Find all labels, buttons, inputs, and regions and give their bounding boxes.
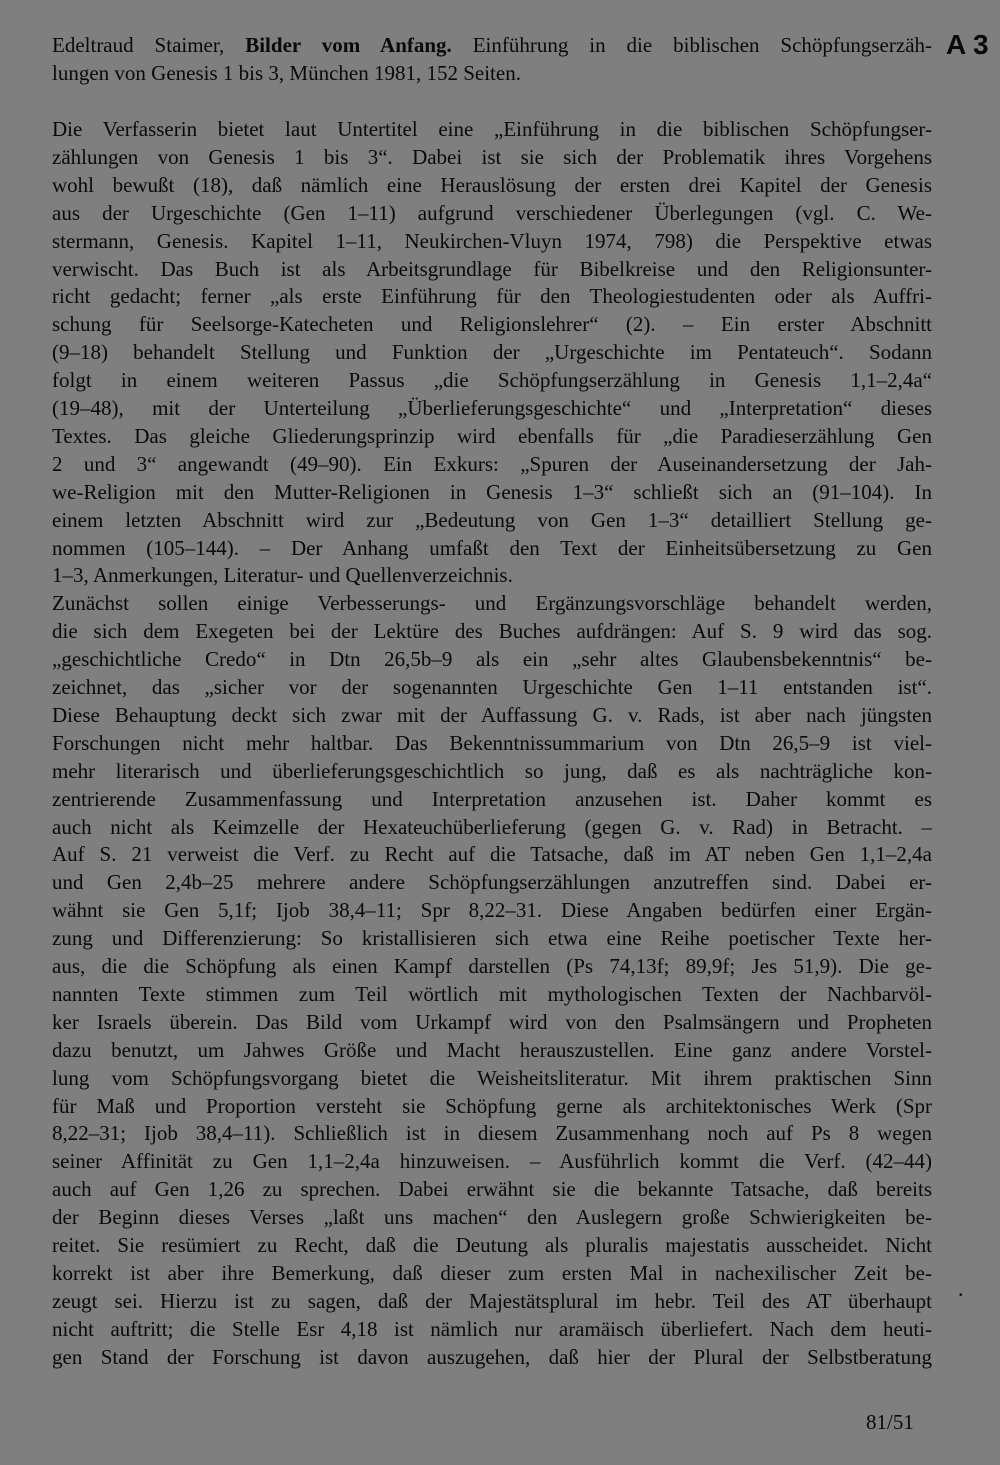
- text-line: (9–18) behandelt Stellung und Funktion der „Urgeschichte im Pentateuch“. Sodann: [52, 340, 932, 364]
- text-line: ker Israels überein. Das Bild vom Urkampf wird von den Psalmsängern und Propheten: [52, 1010, 932, 1034]
- text-line: mehr literarisch und überlieferungsgeschichtlich so jung, daß es als nachträgliche kon-: [52, 759, 932, 783]
- text-line: gen Stand der Forschung ist davon auszugehen, daß hier der Plural der Selbstberatung: [52, 1345, 932, 1369]
- text-line: nannten Texte stimmen zum Teil wörtlich mit mythologischen Texten der Nachbarvöl-: [52, 982, 932, 1006]
- text-line: wohl bewußt (18), daß nämlich eine Herauslösung der ersten drei Kapitel der Genesis: [52, 173, 932, 197]
- text-line: verwischt. Das Buch ist als Arbeitsgrundlage für Bibelkreise und den Religionsunter-: [52, 257, 932, 281]
- text-line: zentrierende Zusammenfassung und Interpretation anzusehen ist. Daher kommt es: [52, 787, 932, 811]
- text-line: zung und Differenzierung: So kristallisieren sich etwa eine Reihe poetischer Texte her-: [52, 926, 932, 950]
- text-line: Forschungen nicht mehr haltbar. Das Bekenntnissummarium von Dtn 26,5–9 ist viel-: [52, 731, 932, 755]
- citation-subtitle: Einführung in die biblischen Schöpfungserzäh-: [451, 33, 933, 57]
- text-line: nicht auftritt; die Stelle Esr 4,18 ist nämlich nur aramäisch überliefert. Nach dem heuti-: [52, 1317, 932, 1341]
- citation-line-1: [52, 31, 932, 59]
- text-line: dazu benutzt, um Jahwes Größe und Macht herauszustellen. Eine ganz andere Vorstel-: [52, 1038, 932, 1062]
- text-line: für Maß und Proportion versteht sie Schöpfung gerne als architektonisches Werk (Spr: [52, 1094, 932, 1118]
- text-line: stermann, Genesis. Kapitel 1–11, Neukirchen-Vluyn 1974, 798) die Perspektive etwas: [52, 229, 932, 253]
- text-line: lung vom Schöpfungsvorgang bietet die Weisheitsliteratur. Mit ihrem praktischen Sinn: [52, 1066, 932, 1090]
- text-line: Zunächst sollen einige Verbesserungs- und Ergänzungsvorschläge behandelt werden,: [52, 591, 932, 615]
- text-line: Diese Behauptung deckt sich zwar mit der Auffassung G. v. Rads, ist aber nach jüngsten: [52, 703, 932, 727]
- text-line: aus, die die Schöpfung als einen Kampf darstellen (Ps 74,13f; 89,9f; Jes 51,9). Die ge-: [52, 954, 932, 978]
- text-line: richt gedacht; ferner „als erste Einführung für den Theologiestudenten oder als Auffri-: [52, 284, 932, 308]
- text-line: aus der Urgeschichte (Gen 1–11) aufgrund verschiedener Überlegungen (vgl. C. We-: [52, 201, 932, 225]
- citation-title: Bilder vom Anfang.: [245, 33, 452, 57]
- text-line: reitet. Sie resümiert zu Recht, daß die Deutung als pluralis majestatis ausscheidet. Nicht: [52, 1233, 932, 1257]
- text-line: seiner Affinität zu Gen 1,1–2,4a hinzuweisen. – Ausführlich kommt die Verf. (42–44): [52, 1149, 932, 1173]
- text-line: zählungen von Genesis 1 bis 3“. Dabei ist sie sich der Problematik ihres Vorgehens: [52, 145, 932, 169]
- citation-author: Edeltraud Staimer,: [52, 33, 246, 57]
- text-line: zeugt sei. Hierzu ist zu sagen, daß der Majestätsplural im hebr. Teil des AT überhaupt: [52, 1289, 932, 1313]
- text-line: schung für Seelsorge-Katecheten und Religionslehrer“ (2). – Ein erster Abschnitt: [52, 312, 932, 336]
- text-line: korrekt ist aber ihre Bemerkung, daß dieser zum ersten Mal in nachexilischer Zeit be-: [52, 1261, 932, 1285]
- text-line: 1–3, Anmerkungen, Literatur- und Quellenverzeichnis.: [52, 563, 513, 587]
- text-line: Die Verfasserin bietet laut Untertitel eine „Einführung in die biblischen Schöpfungser-: [52, 117, 932, 141]
- text-line: 8,22–31; Ijob 38,4–11). Schließlich ist in diesem Zusammenhang noch auf Ps 8 wegen: [52, 1121, 932, 1145]
- text-line: Textes. Das gleiche Gliederungsprinzip wird ebenfalls für „die Paradieserzählung Gen: [52, 424, 932, 448]
- text-line: einem letzten Abschnitt wird zur „Bedeutung von Gen 1–3“ detailliert Stellung ge-: [52, 508, 932, 532]
- text-line: folgt in einem weiteren Passus „die Schöpfungserzählung in Genesis 1,1–2,4a“: [52, 368, 932, 392]
- text-line: zeichnet, das „sicher vor der sogenannten Urgeschichte Gen 1–11 entstanden ist“.: [52, 675, 932, 699]
- text-line: (19–48), mit der Unterteilung „Überlieferungsgeschichte“ und „Interpretation“ dieses: [52, 396, 932, 420]
- text-line: we-Religion mit den Mutter-Religionen in Genesis 1–3“ schließt sich an (91–104). In: [52, 480, 932, 504]
- section-code: A 3: [946, 29, 989, 60]
- text-line: die sich dem Exegeten bei der Lektüre des Buches aufdrängen: Auf S. 9 wird das sog.: [52, 619, 932, 643]
- text-line: Auf S. 21 verweist die Verf. zu Recht auf die Tatsache, daß im AT neben Gen 1,1–2,4a: [52, 842, 932, 866]
- text-line: wähnt sie Gen 5,1f; Ijob 38,4–11; Spr 8,22–31. Diese Angaben bedürfen einer Ergän-: [52, 898, 932, 922]
- text-line: 2 und 3“ angewandt (49–90). Ein Exkurs: „Spuren der Auseinandersetzung der Jah-: [52, 452, 932, 476]
- text-line: auch nicht als Keimzelle der Hexateuchüberlieferung (gegen G. v. Rad) in Betracht. –: [52, 815, 932, 839]
- text-line: und Gen 2,4b–25 mehrere andere Schöpfungserzählungen anzutreffen sind. Dabei er-: [52, 870, 932, 894]
- text-line: „geschichtliche Credo“ in Dtn 26,5b–9 als ein „sehr altes Glaubensbekenntnis“ be-: [52, 647, 932, 671]
- text-line: nommen (105–144). – Der Anhang umfaßt den Text der Einheitsübersetzung zu Gen: [52, 536, 932, 560]
- text-line: der Beginn dieses Verses „laßt uns machen“ den Auslegern große Schwierigkeiten be-: [52, 1205, 932, 1229]
- citation-line-2: lungen von Genesis 1 bis 3, München 1981, 152 Seiten.: [52, 61, 521, 85]
- text-line: auch auf Gen 1,26 zu sprechen. Dabei erwähnt sie die bekannte Tatsache, daß bereits: [52, 1177, 932, 1201]
- page-number: 81/51: [866, 1410, 914, 1434]
- margin-dot: .: [958, 1276, 964, 1301]
